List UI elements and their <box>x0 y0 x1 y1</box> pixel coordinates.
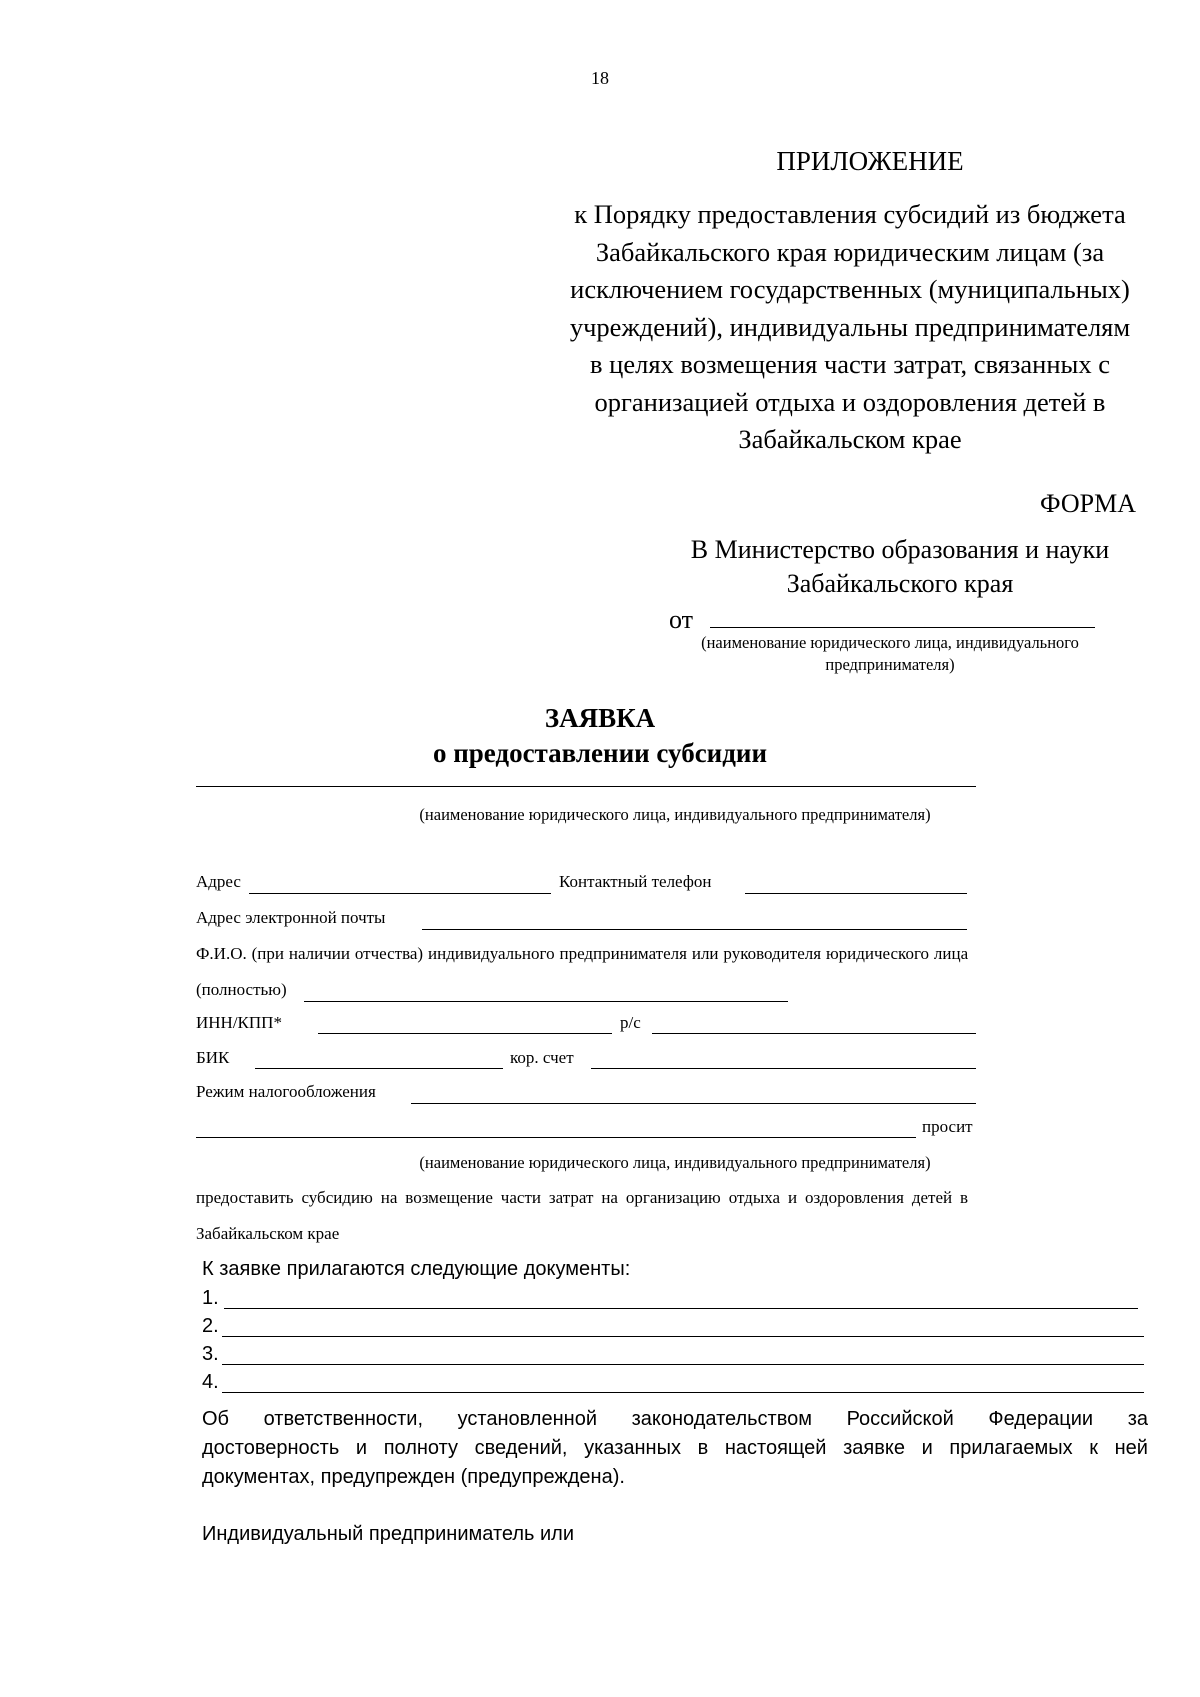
tax-mode-label: Режим налогообложения <box>196 1082 376 1101</box>
document-item-line[interactable] <box>222 1336 1144 1337</box>
fio-full-label: (полностью) <box>196 980 287 999</box>
corr-account-label: кор. счет <box>510 1048 574 1067</box>
document-item-line[interactable] <box>222 1392 1144 1393</box>
document-item-number: 3. <box>202 1343 219 1365</box>
fio-label: Ф.И.О. (при наличии отчества) индивидуального предпринимателя или руководителя юридического лица <box>196 944 969 963</box>
liability-text-line: достоверность и полноту сведений, указанных в настоящей заявке и прилагаемых к ней <box>202 1437 1148 1459</box>
requests-label: просит <box>922 1117 973 1136</box>
account-input-line[interactable] <box>652 1033 976 1034</box>
liability-text-line3: документах, предупрежден (предупреждена). <box>202 1466 625 1488</box>
from-input-line[interactable] <box>710 627 1095 628</box>
phone-label: Контактный телефон <box>559 872 712 891</box>
tax-mode-input-line[interactable] <box>411 1103 976 1104</box>
from-note <box>630 632 1150 676</box>
appendix-line: к Порядку предоставления субсидий из бюджета <box>574 199 1126 229</box>
email-input-line[interactable] <box>422 929 967 930</box>
applicant-note: (наименование юридического лица, индивидуального предпринимателя) <box>419 805 931 824</box>
appendix-line: организацией отдыха и оздоровления детей в <box>594 386 1106 417</box>
page-number: 18 <box>591 68 609 88</box>
documents-intro: К заявке прилагаются следующие документы: <box>202 1258 631 1280</box>
appendix-line: Забайкальском крае <box>738 424 962 454</box>
bik-label: БИК <box>196 1048 230 1067</box>
request-text-line2: Забайкальском крае <box>196 1224 340 1243</box>
document-item-number: 2. <box>202 1315 219 1337</box>
address-label: Адрес <box>196 872 241 891</box>
liability-text-line: Об ответственности, установленной законодательством Российской Федерации за <box>202 1408 1148 1430</box>
address-input-line[interactable] <box>249 893 551 894</box>
document-title: ЗАЯВКА <box>544 703 656 733</box>
form-label: ФОРМА <box>1040 489 1136 518</box>
applicant-name-line[interactable] <box>196 786 976 787</box>
request-note: (наименование юридического лица, индивидуального предпринимателя) <box>419 1153 931 1172</box>
document-item-line[interactable] <box>224 1308 1138 1309</box>
bik-input-line[interactable] <box>255 1068 503 1069</box>
addressee-line: Забайкальского края <box>786 569 1014 598</box>
appendix-line: исключением государственных (муниципальных) <box>570 274 1130 304</box>
appendix-title: ПРИЛОЖЕНИЕ <box>776 146 964 176</box>
account-label: р/с <box>620 1013 641 1032</box>
request-text-line: предоставить субсидию на возмещение части затрат на организацию отдыха и оздоровления детей в <box>196 1188 969 1207</box>
addressee-line: В Министерство образования и науки <box>690 535 1110 564</box>
email-label: Адрес электронной почты <box>196 908 386 927</box>
document-item-number: 1. <box>202 1287 219 1309</box>
appendix-line: в целях возмещения части затрат, связанных с <box>590 349 1110 379</box>
corr-account-input-line[interactable] <box>591 1068 976 1069</box>
addressee <box>600 533 1200 601</box>
document-item-number: 4. <box>202 1371 219 1393</box>
inn-label: ИНН/КПП* <box>196 1013 282 1032</box>
fio-input-line[interactable] <box>304 1001 788 1002</box>
appendix-line: учреждений), индивидуальны предпринимателям <box>569 311 1131 342</box>
requester-name-line[interactable] <box>196 1137 916 1138</box>
document-item-line[interactable] <box>222 1364 1144 1365</box>
document-subtitle: о предоставлении субсидии <box>432 738 768 768</box>
inn-input-line[interactable] <box>318 1033 612 1034</box>
from-note-line: (наименование юридического лица, индивидуального <box>701 633 1079 652</box>
from-label: от <box>669 605 694 634</box>
appendix-text <box>520 196 1180 459</box>
signature-label: Индивидуальный предприниматель или <box>202 1523 575 1545</box>
from-note-line: предпринимателя) <box>825 655 955 674</box>
appendix-line: Забайкальского края юридическим лицам (за <box>595 236 1105 267</box>
phone-input-line[interactable] <box>745 893 967 894</box>
